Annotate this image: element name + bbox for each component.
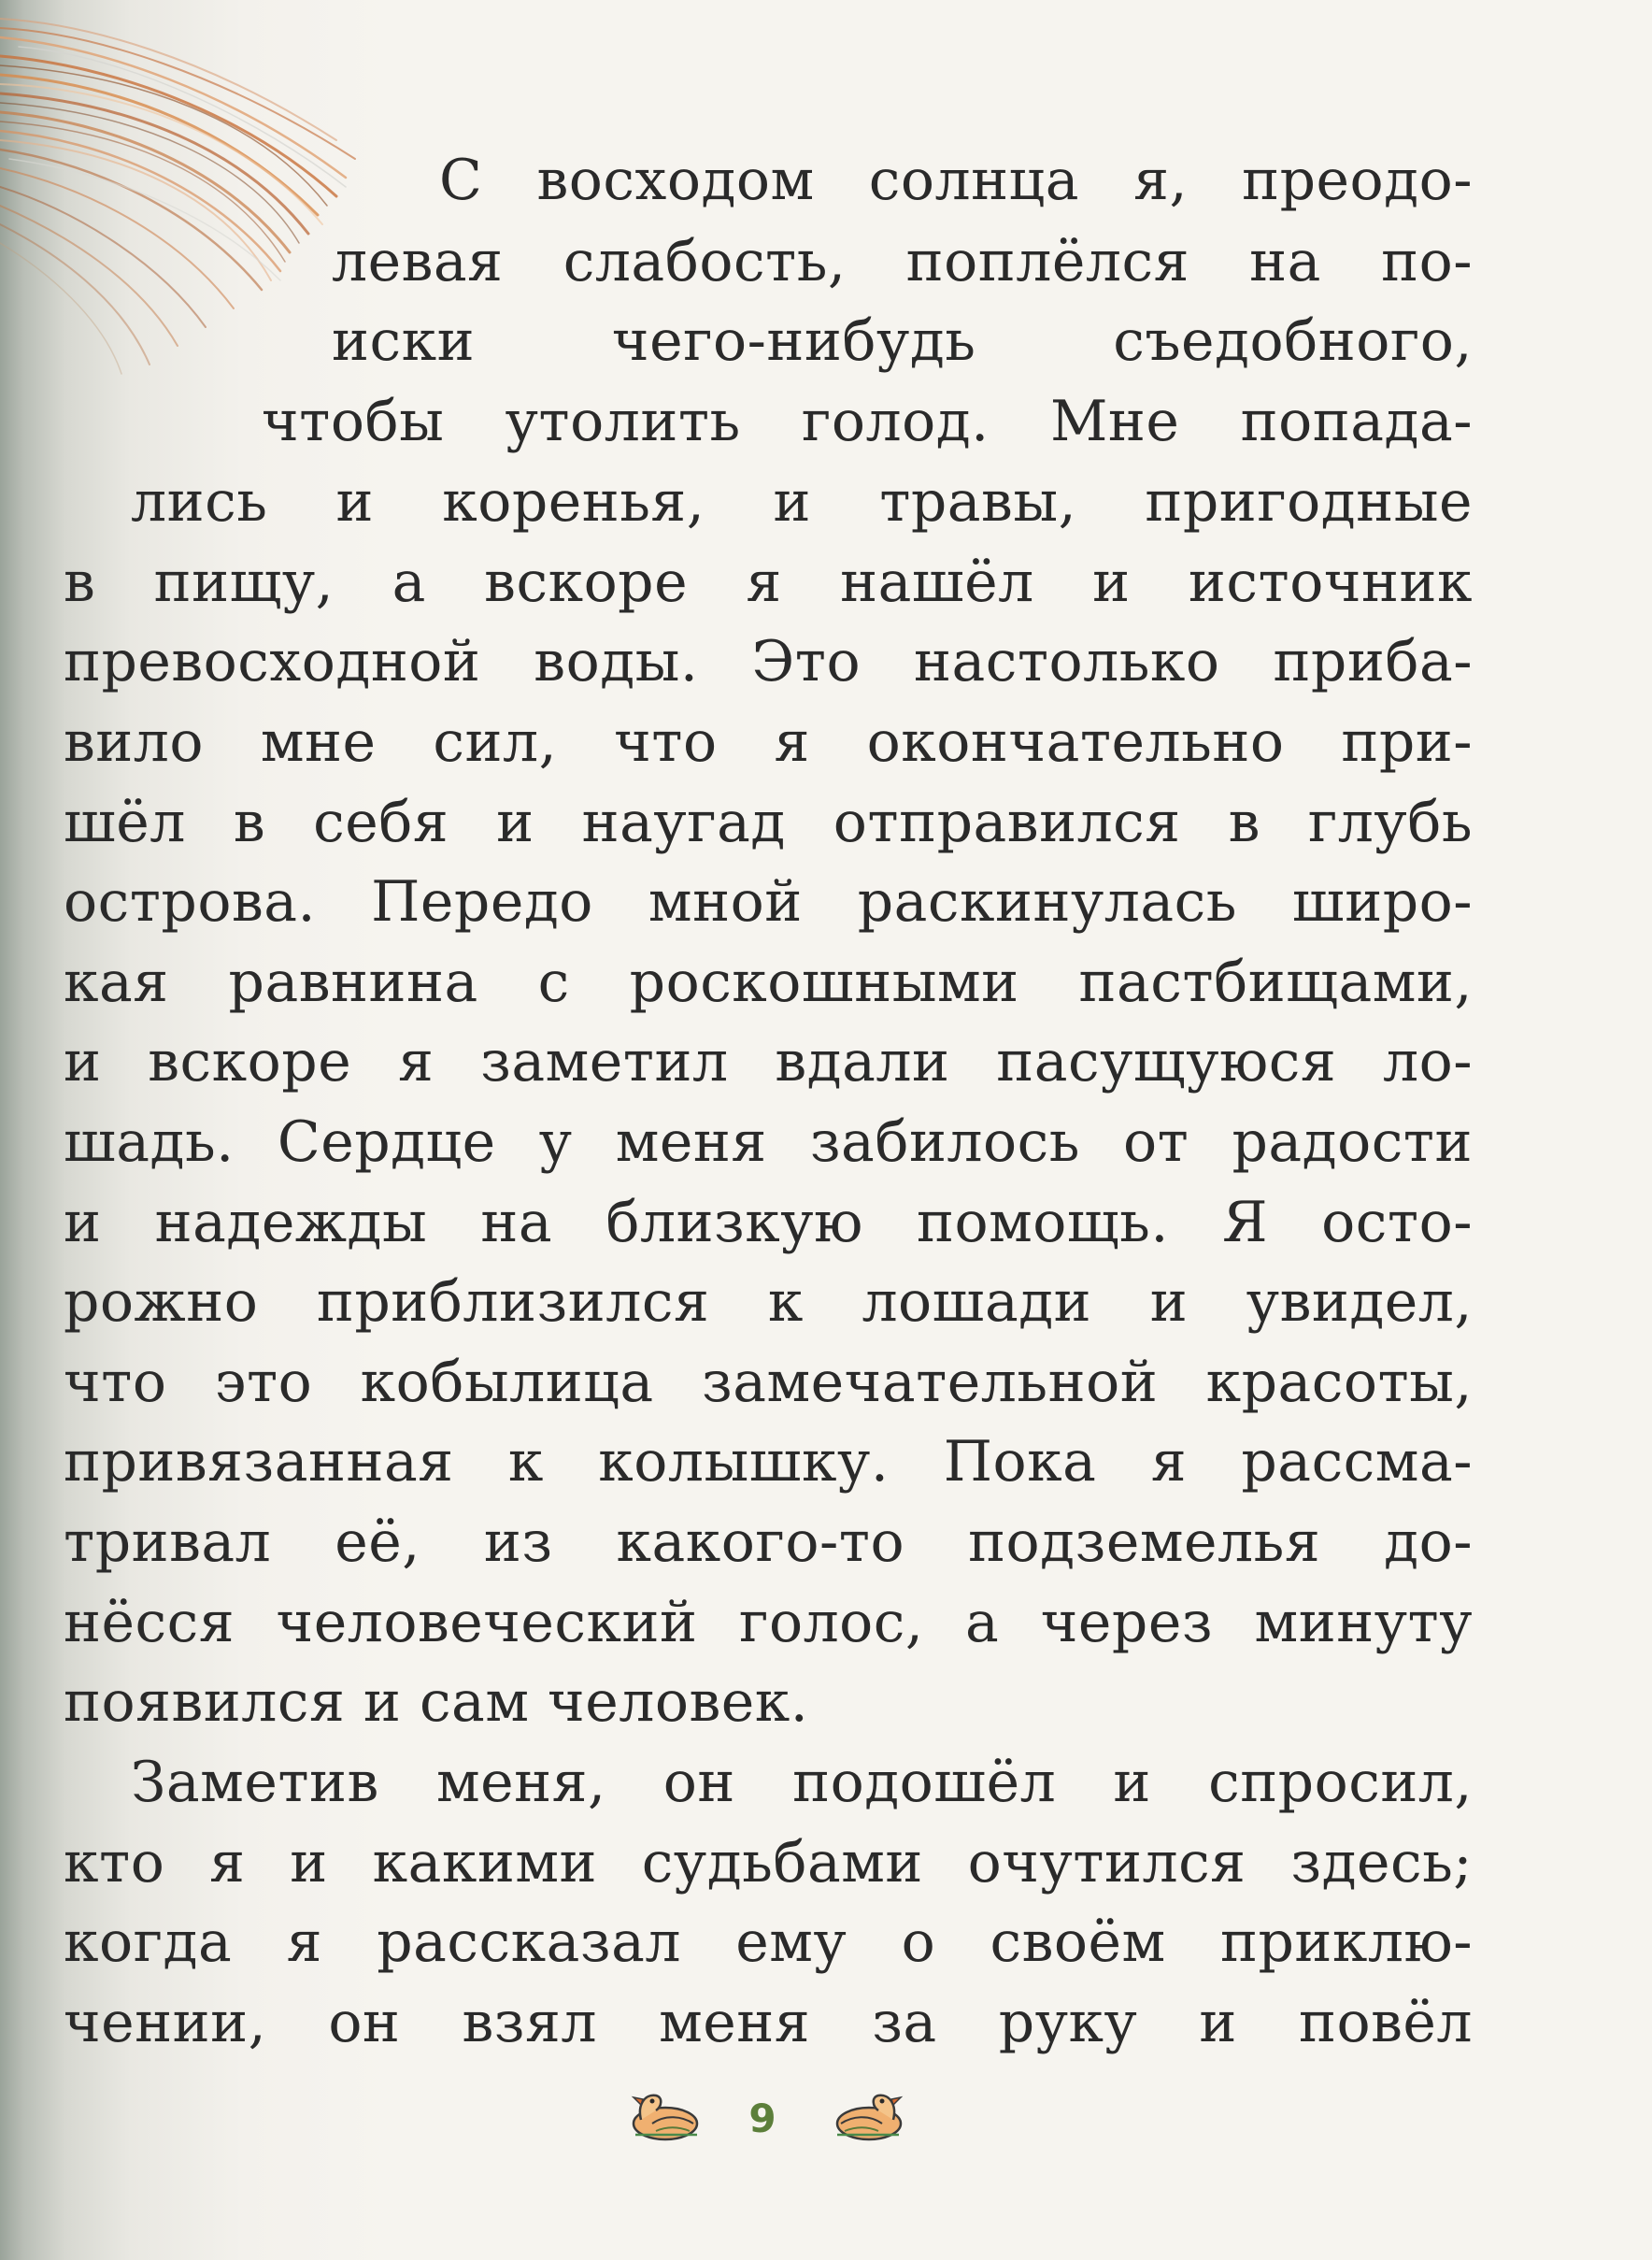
text-line: острова. Передо мной раскинулась широ- <box>64 869 1473 935</box>
duck-ornament-icon <box>624 2086 703 2144</box>
duck-ornament-icon <box>832 2086 910 2144</box>
text-line: шёл в себя и наугад отправился в глубь <box>64 790 1473 855</box>
text-line: лись и коренья, и травы, пригодные <box>131 469 1473 535</box>
text-line: иски чего-нибудь съедобного, <box>332 308 1473 374</box>
text-line: в пищу, а вскоре я нашёл и источник <box>64 550 1473 615</box>
text-line: левая слабость, поплёлся на по- <box>332 229 1473 294</box>
text-line: появился и сам человек. <box>64 1669 809 1735</box>
text-line: чении, он взял меня за руку и повёл <box>64 1990 1473 2055</box>
text-line: и надежды на близкую помощь. Я осто- <box>64 1190 1473 1255</box>
text-line: кто я и какими судьбами очутился здесь; <box>64 1830 1473 1895</box>
text-line: что это кобылица замечательной красоты, <box>64 1350 1473 1415</box>
text-line: кая равнина с роскошными пастбищами, <box>64 950 1473 1015</box>
text-line: рожно приблизился к лошади и увидел, <box>64 1269 1473 1335</box>
text-line: привязанная к колышку. Пока я рассма- <box>64 1429 1473 1495</box>
text-line: С восходом солнца я, преодо- <box>439 148 1473 213</box>
text-line: шадь. Сердце у меня забилось от радости <box>64 1109 1473 1175</box>
text-line: нёсся человеческий голос, а через минуту <box>64 1590 1473 1655</box>
text-line: Заметив меня, он подошёл и спросил, <box>131 1750 1473 1815</box>
text-line: тривал её, из какого-то подземелья до- <box>64 1509 1473 1575</box>
page-number: 9 <box>748 2096 776 2141</box>
text-line: чтобы утолить голод. Мне попада- <box>262 389 1473 454</box>
text-line: вило мне сил, что я окончательно при- <box>64 709 1473 775</box>
text-line: когда я рассказал ему о своём приклю- <box>64 1910 1473 1975</box>
text-line: превосходной воды. Это настолько приба- <box>64 629 1473 694</box>
text-line: и вскоре я заметил вдали пасущуюся ло- <box>64 1029 1473 1094</box>
